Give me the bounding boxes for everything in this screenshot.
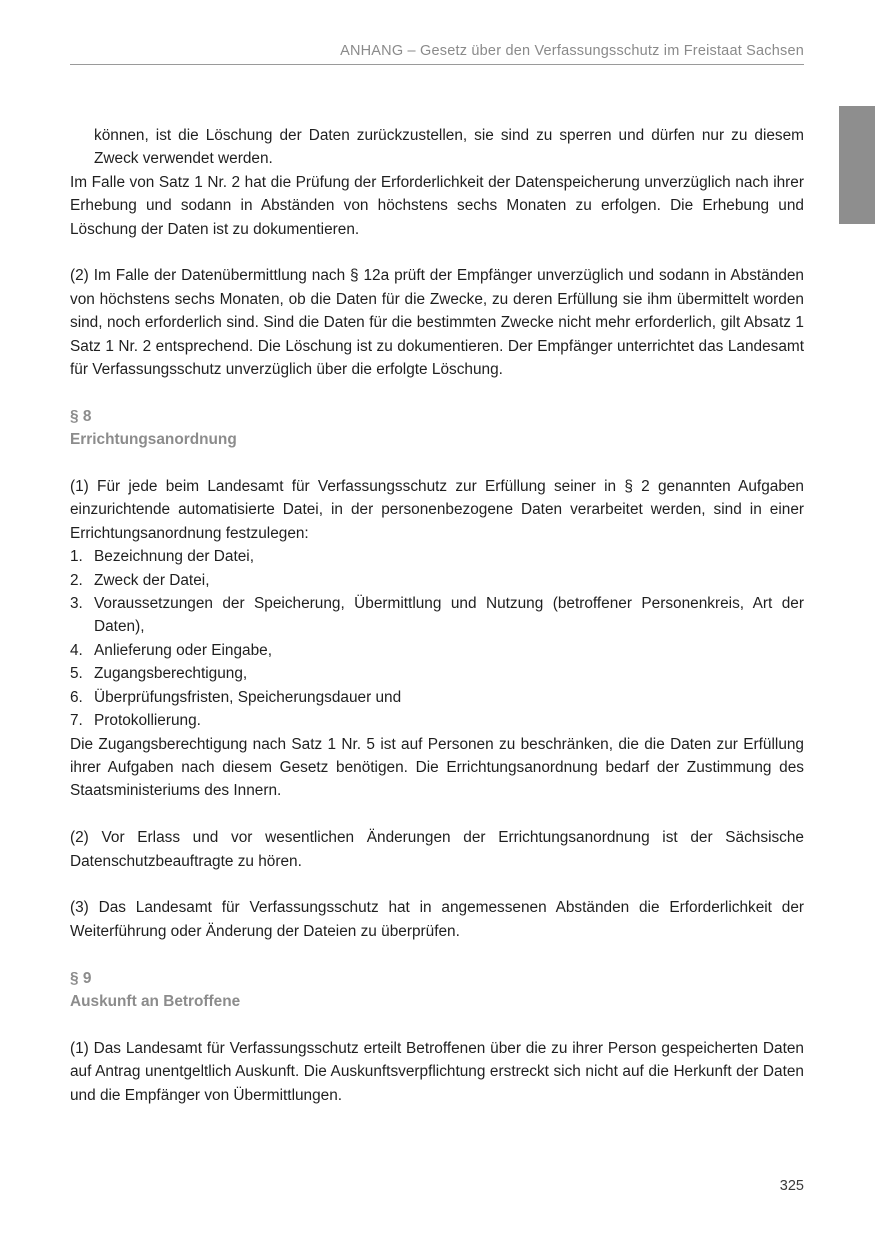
list-item-text: Überprüfungsfristen, Speicherungsdauer und	[94, 688, 402, 706]
list-item	[70, 569, 804, 592]
list-item-text: Zugangsberechtigung,	[94, 665, 248, 683]
section-8-paragraph-2: (2) Vor Erlass und vor wesentlichen Änderungen der Errichtungsanordnung ist der Sächsische Datenschutzbeauftragte zu hören.	[70, 829, 804, 870]
list-item	[70, 592, 804, 639]
paragraph-2: (2) Im Falle der Datenübermittlung nach § 12a prüft der Empfänger unverzüglich und sodann in Abständen von höchstens sechs Monaten, ob die Daten für die Zwecke, zu deren Erfüllung sie ihm übermittelt worden sind, noch erforderlich sind. Sind die Daten für die bestimmten Zwecke nicht mehr erforderlich, gilt Absatz 1 Satz 1 Nr. 2 entsprechend. Die Löschung ist zu dokumentieren. Der Empfänger unterrichtet das Landesamt für Verfassungsschutz unverzüglich über die erfolgte Löschung.	[70, 267, 804, 379]
section-8-paragraph-3: (3) Das Landesamt für Verfassungsschutz hat in angemessenen Abständen die Erforderlichkeit der Weiterführung oder Änderung der Dateien zu überprüfen.	[70, 899, 804, 940]
list-item	[70, 686, 804, 709]
list-item-text: Voraussetzungen der Speicherung, Übermittlung und Nutzung (betroffener Personenkreis, Art der Daten),	[94, 595, 804, 636]
list-item	[70, 662, 804, 685]
list-item-number: 3.	[70, 595, 83, 613]
header-rule	[70, 64, 804, 65]
list-item	[70, 545, 804, 568]
section-9-title: Auskunft an Betroffene	[70, 992, 241, 1010]
continuation-paragraph: Im Falle von Satz 1 Nr. 2 hat die Prüfung der Erforderlichkeit der Datenspeicherung unverzüglich nach ihrer Erhebung und sodann in Abständen von höchstens sechs Monaten zu erfolgen. Die Erhebung und Löschung der Daten ist zu dokumentieren.	[70, 173, 804, 238]
list-item-number: 4.	[70, 641, 83, 659]
section-9-paragraph-1: (1) Das Landesamt für Verfassungsschutz erteilt Betroffenen über die zu ihrer Person gespeicherten Daten auf Antrag unentgeltlich Auskunft. Die Auskunftsverpflichtung erstreckt sich nicht auf die Herkunft der Daten und die Empfänger von Übermittlungen.	[70, 1039, 804, 1104]
section-8-title: Errichtungsanordnung	[70, 431, 237, 449]
spacer	[70, 452, 804, 475]
page-content	[70, 124, 804, 1107]
section-8-paragraph-1-intro: (1) Für jede beim Landesamt für Verfassungsschutz zur Erfüllung seiner in § 2 genannten Aufgaben einzurichtende automatisierte Datei, in der personenbezogene Daten verarbeitet werden, sind in einer Errichtungsanordnung festzulegen:	[70, 478, 804, 542]
list-item-text: Anlieferung oder Eingabe,	[94, 641, 272, 659]
list-item	[70, 709, 804, 732]
section-8-paragraph-1-outro: Die Zugangsberechtigung nach Satz 1 Nr. 5 ist auf Personen zu beschränken, die die Daten zur Erfüllung ihrer Aufgaben nach diesem Gesetz benötigen. Die Errichtungsanordnung bedarf der Zustimmung des Staatsministeriums des Innern.	[70, 735, 804, 800]
list-item-number: 6.	[70, 688, 83, 706]
list-item	[70, 639, 804, 662]
spacer	[70, 873, 804, 896]
list-item-number: 5.	[70, 665, 83, 683]
spacer	[70, 1013, 804, 1036]
chapter-side-tab	[839, 106, 875, 224]
list-item-text: Bezeichnung der Datei,	[94, 548, 254, 566]
section-8-number: § 8	[70, 407, 92, 425]
spacer	[70, 381, 804, 404]
spacer	[70, 943, 804, 966]
spacer	[70, 803, 804, 826]
list-item-number: 7.	[70, 712, 83, 730]
section-8-list	[70, 545, 804, 732]
section-9-number: § 9	[70, 969, 92, 987]
running-header: ANHANG – Gesetz über den Verfassungsschutz im Freistaat Sachsen	[340, 43, 804, 59]
spacer	[70, 241, 804, 264]
list-item-text: Protokollierung.	[94, 712, 201, 730]
list-item-number: 1.	[70, 548, 83, 566]
continuation-indented: können, ist die Löschung der Daten zurückzustellen, sie sind zu sperren und dürfen nur zu diesem Zweck verwendet werden.	[94, 127, 804, 168]
page-number: 325	[779, 1178, 804, 1194]
list-item-number: 2.	[70, 571, 83, 589]
list-item-text: Zweck der Datei,	[94, 571, 210, 589]
